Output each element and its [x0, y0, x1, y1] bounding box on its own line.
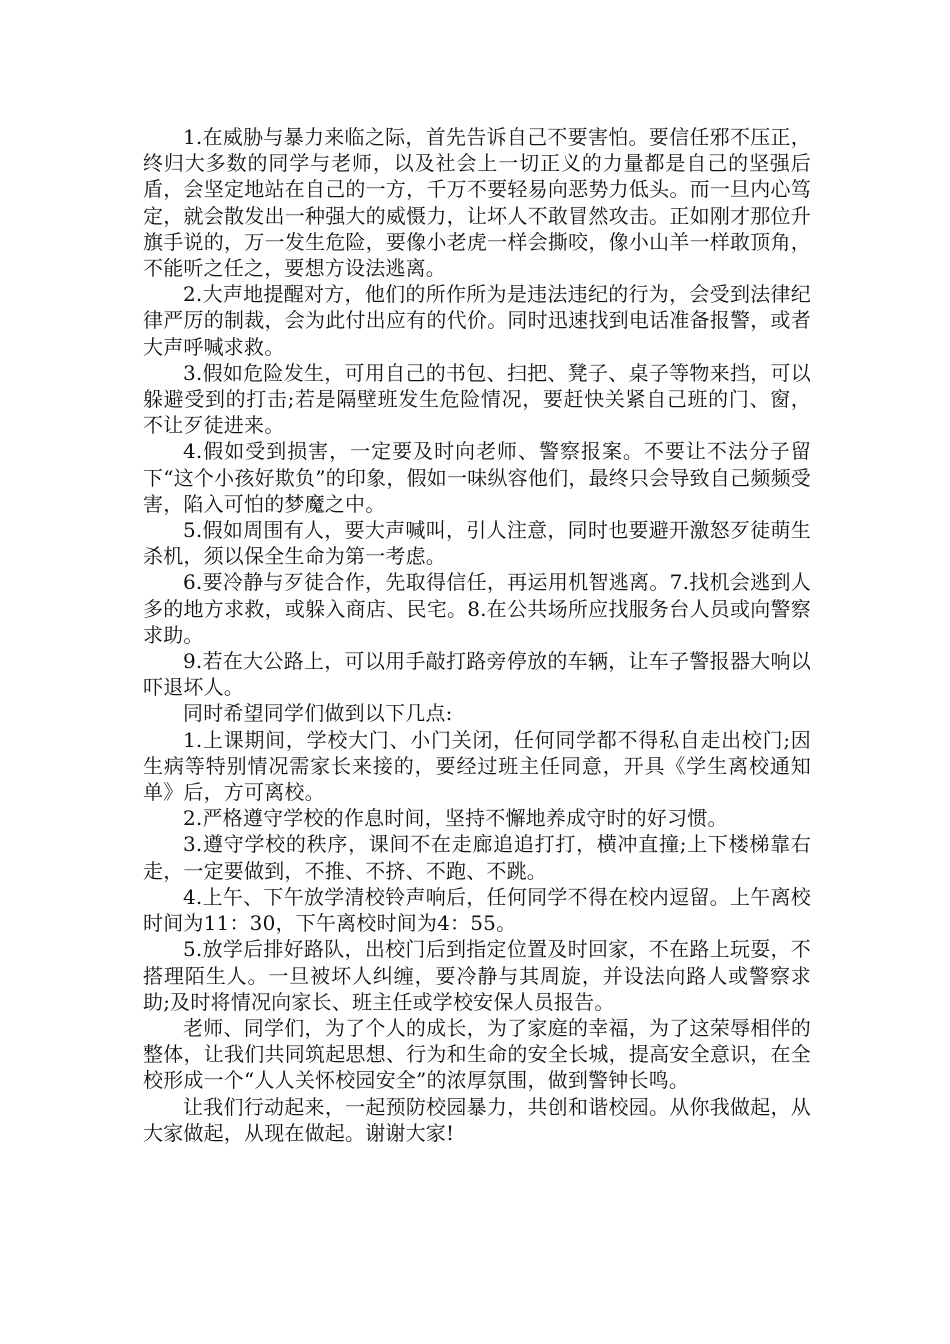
paragraph-safety-tip-2: 2.大声地提醒对方，他们的所作所为是违法违纪的行为，会受到法律纪律严厉的制裁，会为此付出应有的代价。同时迅速找到电话准备报警，或者大声呼喊求救。 [143, 282, 811, 359]
paragraph-rule-4: 4.上午、下午放学清校铃声响后，任何同学不得在校内逗留。上午离校时间为11：30，下午离校时间为4：55。 [143, 884, 811, 936]
paragraph-safety-tip-6-8: 6.要冷静与歹徒合作，先取得信任，再运用机智逃离。7.找机会逃到人多的地方求救，或躲入商店、民宅。8.在公共场所应找服务台人员或向警察求助。 [143, 570, 811, 647]
paragraph-safety-tip-1: 1.在威胁与暴力来临之际，首先告诉自己不要害怕。要信任邪不压正，终归大多数的同学与老师，以及社会上一切正义的力量都是自己的坚强后盾，会坚定地站在自己的一方，千万不要轻易向恶势力低头。而一旦内心笃定，就会散发出一种强大的威慑力，让坏人不敢冒然攻击。正如刚才那位升旗手说的，万一发生危险，要像小老虎一样会撕咬，像小山羊一样敢顶角，不能听之任之，要想方设法逃离。 [143, 125, 811, 281]
paragraph-rule-1: 1.上课期间，学校大门、小门关闭，任何同学都不得私自走出校门;因生病等特别情况需家长来接的，要经过班主任同意，开具《学生离校通知单》后，方可离校。 [143, 727, 811, 805]
paragraph-rule-2: 2.严格遵守学校的作息时间，坚持不懈地养成守时的好习惯。 [183, 806, 728, 831]
paragraph-safety-tip-4: 4.假如受到损害，一定要及时向老师、警察报案。不要让不法分子留下“这个小孩好欺负”的印象，假如一味纵容他们，最终只会导致自己频频受害，陷入可怕的梦魔之中。 [143, 439, 811, 516]
document-body [143, 124, 811, 1146]
paragraph-safety-tip-3: 3.假如危险发生，可用自己的书包、扫把、凳子、桌子等物来挡，可以躲避受到的打击;若是隔壁班发生危险情况，要赶快关紧自己班的门、窗，不让歹徒进来。 [143, 360, 811, 438]
paragraph-rule-3: 3.遵守学校的秩序，课间不在走廊追追打打，横冲直撞;上下楼梯靠右走，一定要做到，不推、不挤、不跑、不跳。 [143, 832, 811, 883]
paragraph-rules-intro: 同时希望同学们做到以下几点: [183, 701, 453, 726]
paragraph-safety-tip-9: 9.若在大公路上，可以用手敲打路旁停放的车辆，让车子警报器大响以吓退坏人。 [143, 649, 811, 700]
paragraph-rule-5: 5.放学后排好路队，出校门后到指定位置及时回家，不在路上玩耍，不搭理陌生人。一旦被坏人纠缠，要冷静与其周旋，并设法向路人或警察求助;及时将情况向家长、班主任或学校安保人员报告。 [143, 937, 811, 1014]
paragraph-safety-tip-5: 5.假如周围有人，要大声喊叫，引人注意，同时也要避开激怒歹徒萌生杀机，须以保全生命为第一考虑。 [143, 518, 811, 569]
paragraph-final-call: 让我们行动起来，一起预防校园暴力，共创和谐校园。从你我做起，从大家做起，从现在做起。谢谢大家! [143, 1094, 811, 1145]
paragraph-closing: 老师、同学们，为了个人的成长，为了家庭的幸福，为了这荣辱相伴的整体，让我们共同筑起思想、行为和生命的安全长城，提高安全意识，在全校形成一个“人人关怀校园安全”的浓厚氛围，做到警钟长鸣。 [143, 1015, 811, 1093]
